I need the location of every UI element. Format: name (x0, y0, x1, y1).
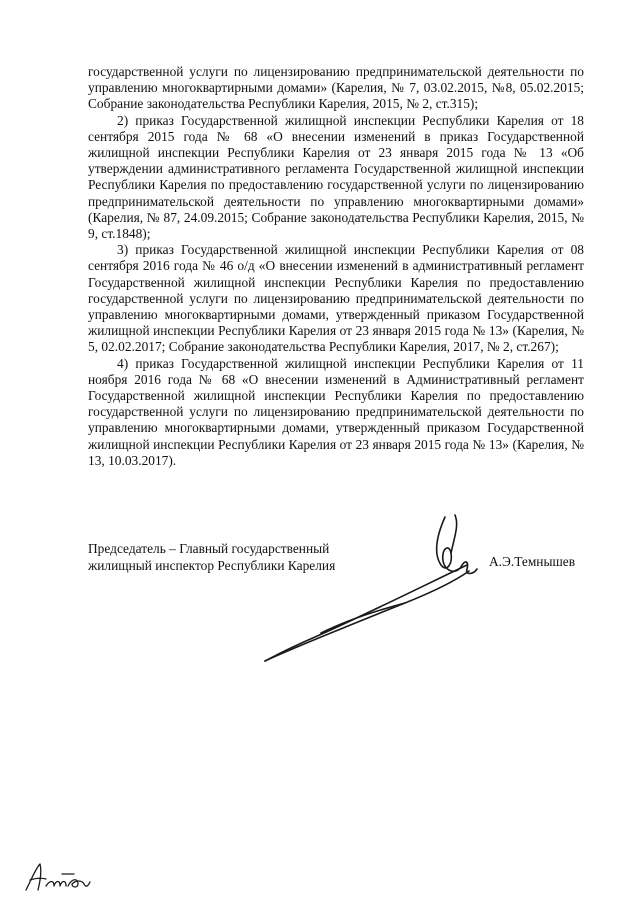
signatory-title-line-1: Председатель – Главный государственный (88, 541, 330, 556)
initials-mark (22, 860, 92, 896)
paragraph-item-4: 4) приказ Государственной жилищной инспекции Республики Карелия от 11 ноября 2016 года № 68 «О внесении изменений в Административный регламент Государственной жилищной инспекции Республики Карелия по предоставлению государственной услуги по лицензированию предпринимательской деятельности по управлению многоквартирными домами, утвержденный приказом Государственной жилищной инспекции Республики Карелия от 23 января 2015 года № 13» (Карелия, № 13, 10.03.2017). (88, 355, 584, 468)
paragraph-item-2: 2) приказ Государственной жилищной инспекции Республики Карелия от 18 сентября 2015 года № 68 «О внесении изменений в приказ Государственной жилищной инспекции Республики Карелия от 23 января 2015 года № 13 «Об утверждении административного регламента Государственной жилищной инспекции Республики Карелия по предоставлению государственной услуги по лицензированию предпринимательской деятельности по управлению многоквартирными домами» (Карелия, № 87, 24.09.2015; Собрание законодательства Республики Карелия, 2015, № 9, ст.1848); (88, 112, 584, 242)
handwritten-signature (255, 505, 495, 665)
paragraph-continuation: государственной услуги по лицензированию предпринимательской деятельности по управлению многоквартирными домами» (Карелия, № 7, 03.02.2015, №8, 05.02.2015; Собрание законодательства Республики Карелия, 2015, № 2, ст.315); (88, 64, 584, 112)
signatory-name: А.Э.Темнышев (489, 554, 576, 569)
signatory-title-line-2: жилищный инспектор Республики Карелия (88, 558, 336, 573)
paragraph-item-3: 3) приказ Государственной жилищной инспекции Республики Карелия от 08 сентября 2016 года № 46 о/д «О внесении изменений в административный регламент Государственной жилищной инспекции Республики Карелия по предоставлению государственной услуги по лицензированию предпринимательской деятельности по управлению многоквартирными домами, утвержденный приказом Государственной жилищной инспекции Республики Карелия от 23 января 2015 года № 13» (Карелия, № 5, 02.02.2017; Собрание законодательства Республики Карелия, 2017, № 2, ст.267); (88, 242, 584, 355)
document-body (88, 64, 584, 469)
